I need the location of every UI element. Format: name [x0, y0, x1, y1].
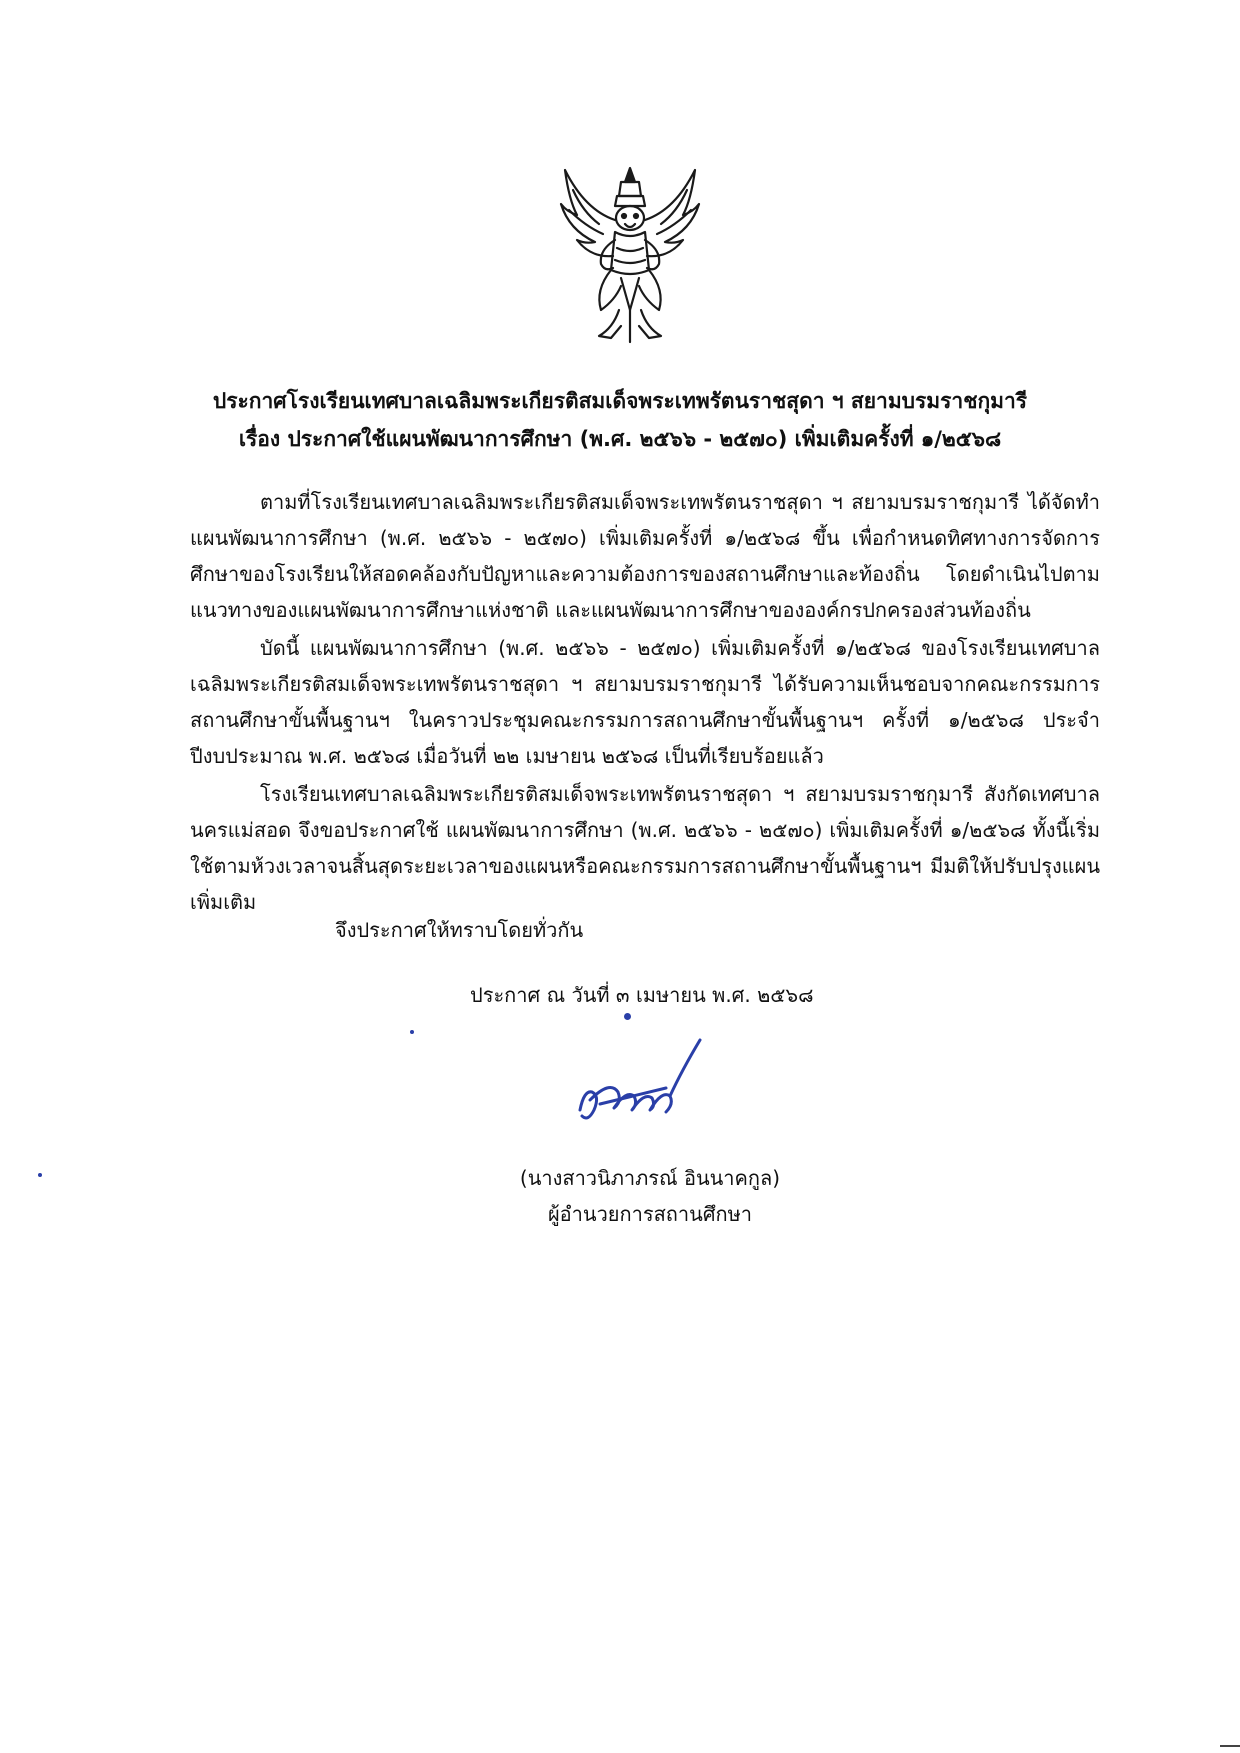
announcement-date: ประกาศ ณ วันที่ ๓ เมษายน พ.ศ. ๒๕๖๘: [470, 983, 814, 1007]
signer-name: (นางสาวนิภาภรณ์ อินนาคกูล): [519, 1166, 781, 1190]
ink-dot: [624, 1013, 631, 1020]
closing-statement: จึงประกาศให้ทราบโดยทั่วกัน: [335, 918, 584, 942]
scan-edge-mark: [1220, 1745, 1240, 1747]
body-paragraph-3: โรงเรียนเทศบาลเฉลิมพระเกียรติสมเด็จพระเทพรัตนราชสุดา ฯ สยามบรมราชกุมารี สังกัดเทศบาลนครแม่สอด จึงขอประกาศใช้ แผนพัฒนาการศึกษา (พ.ศ. ๒๕๖๖ - ๒๕๗๐) เพิ่มเติมครั้งที่ ๑/๒๕๖๘ ทั้งนี้เริ่มใช้ตามห้วงเวลาจนสิ้นสุดระยะเวลาของแผนหรือคณะกรรมการสถานศึกษาขั้นพื้นฐานฯ มีมติให้ปรับปรุงแผนเพิ่มเติม: [190, 782, 1100, 914]
signer-position: ผู้อำนวยการสถานศึกษา: [547, 1202, 753, 1226]
body-paragraph-2: บัดนี้ แผนพัฒนาการศึกษา (พ.ศ. ๒๕๖๖ - ๒๕๗๐) เพิ่มเติมครั้งที่ ๑/๒๕๖๘ ของโรงเรียนเทศบาลเฉลิมพระเกียรติสมเด็จพระเทพรัตนราชสุดา ฯ สยามบรมราชกุมารี ได้รับความเห็นชอบจากคณะกรรมการสถานศึกษาขั้นพื้นฐานฯ ในคราวประชุมคณะกรรมการสถานศึกษาขั้นพื้นฐานฯ ครั้งที่ ๑/๒๕๖๘ ประจำปีงบประมาณ พ.ศ. ๒๕๖๘ เมื่อวันที่ ๒๒ เมษายน ๒๕๖๘ เป็นที่เรียบร้อยแล้ว: [190, 636, 1100, 768]
announcement-title: ประกาศโรงเรียนเทศบาลเฉลิมพระเกียรติสมเด็จพระเทพรัตนราชสุดา ฯ สยามบรมราชกุมารี: [212, 389, 1028, 413]
announcement-subject: เรื่อง ประกาศใช้แผนพัฒนาการศึกษา (พ.ศ. ๒๕๖๖ - ๒๕๗๐) เพิ่มเติมครั้งที่ ๑/๒๕๖๘: [238, 427, 1002, 451]
ink-dot: [410, 1030, 414, 1034]
body-paragraph-1: ตามที่โรงเรียนเทศบาลเฉลิมพระเกียรติสมเด็จพระเทพรัตนราชสุดา ฯ สยามบรมราชกุมารี ได้จัดทำแผนพัฒนาการศึกษา (พ.ศ. ๒๕๖๖ - ๒๕๗๐) เพิ่มเติมครั้งที่ ๑/๒๕๖๘ ขึ้น เพื่อกำหนดทิศทางการจัดการศึกษาของโรงเรียนให้สอดคล้องกับปัญหาและความต้องการของสถานศึกษาและท้องถิ่น โดยดำเนินไปตามแนวทางของแผนพัฒนาการศึกษาแห่งชาติ และแผนพัฒนาการศึกษาขององค์กรปกครองส่วนท้องถิ่น: [190, 490, 1100, 622]
ink-dot: [38, 1173, 42, 1177]
garuda-emblem-icon: [555, 160, 705, 345]
signature-icon: [570, 1030, 720, 1130]
